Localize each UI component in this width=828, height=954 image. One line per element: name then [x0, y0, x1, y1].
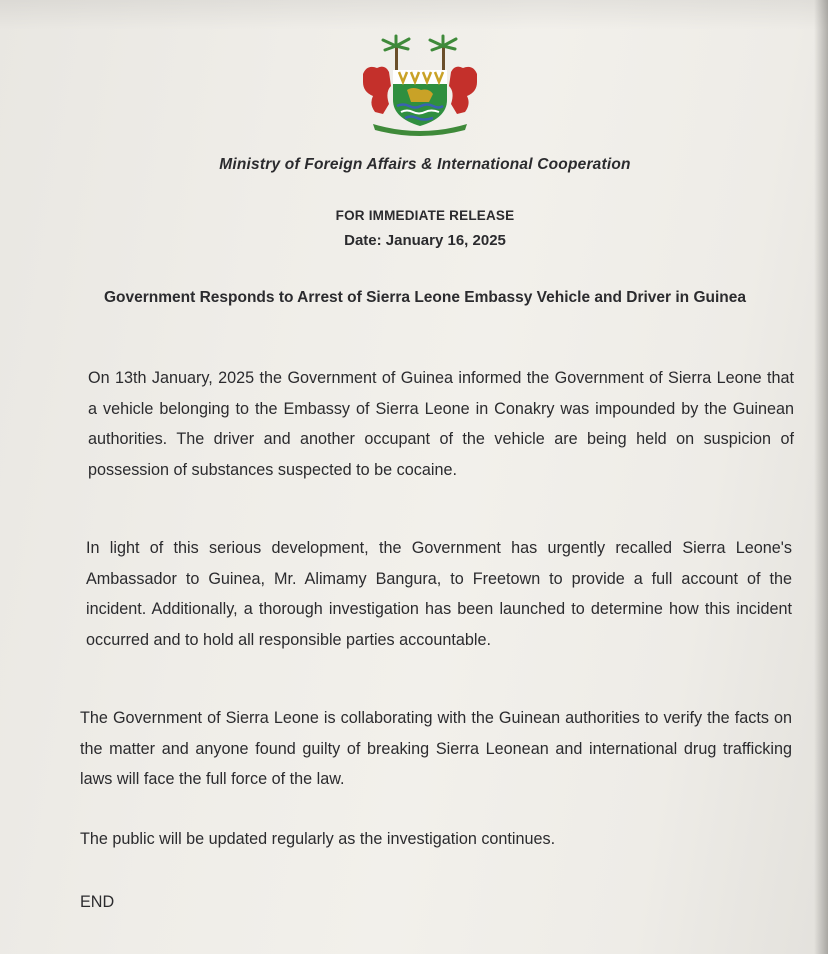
- ministry-title: Ministry of Foreign Affairs & International Cooperation: [219, 156, 631, 173]
- paragraph-3: The Government of Sierra Leone is collaborating with the Guinean authorities to verify the facts on the matter and anyone found guilty of breaking Sierra Leonean and international drug trafficking laws will face the full force of the law.: [80, 709, 792, 788]
- coat-of-arms-icon: [355, 34, 485, 138]
- page-shadow-top: [0, 0, 828, 30]
- end-marker: END: [80, 893, 115, 911]
- palm-left-icon: [383, 36, 409, 72]
- paragraph-1: On 13th January, 2025 the Government of Guinea informed the Government of Sierra Leone that a vehicle belonging to the Embassy of Sierra Leone in Conakry was impounded by the Guinean authorities. The driver and another occupant of the vehicle are being held on suspicion of possession of substances suspected to be cocaine.: [88, 369, 794, 479]
- lion-left-icon: [363, 67, 391, 114]
- lion-right-icon: [449, 67, 477, 114]
- paragraph-4: The public will be updated regularly as the investigation continues.: [80, 830, 556, 848]
- headline: Government Responds to Arrest of Sierra Leone Embassy Vehicle and Driver in Guinea: [103, 289, 746, 306]
- palm-right-icon: [430, 36, 456, 72]
- page-shadow-right: [814, 0, 828, 954]
- release-label: FOR IMMEDIATE RELEASE: [335, 208, 515, 223]
- paragraph-2: In light of this serious development, the Government has urgently recalled Sierra Leone's Ambassador to Guinea, Mr. Alimamy Bangura, to Freetown to provide a full account of the incident. Additionally, a thorough investigation has been launched to determine how this incident occurred and to hold all responsible parties accountable.: [86, 539, 792, 649]
- release-date: Date: January 16, 2025: [344, 232, 506, 249]
